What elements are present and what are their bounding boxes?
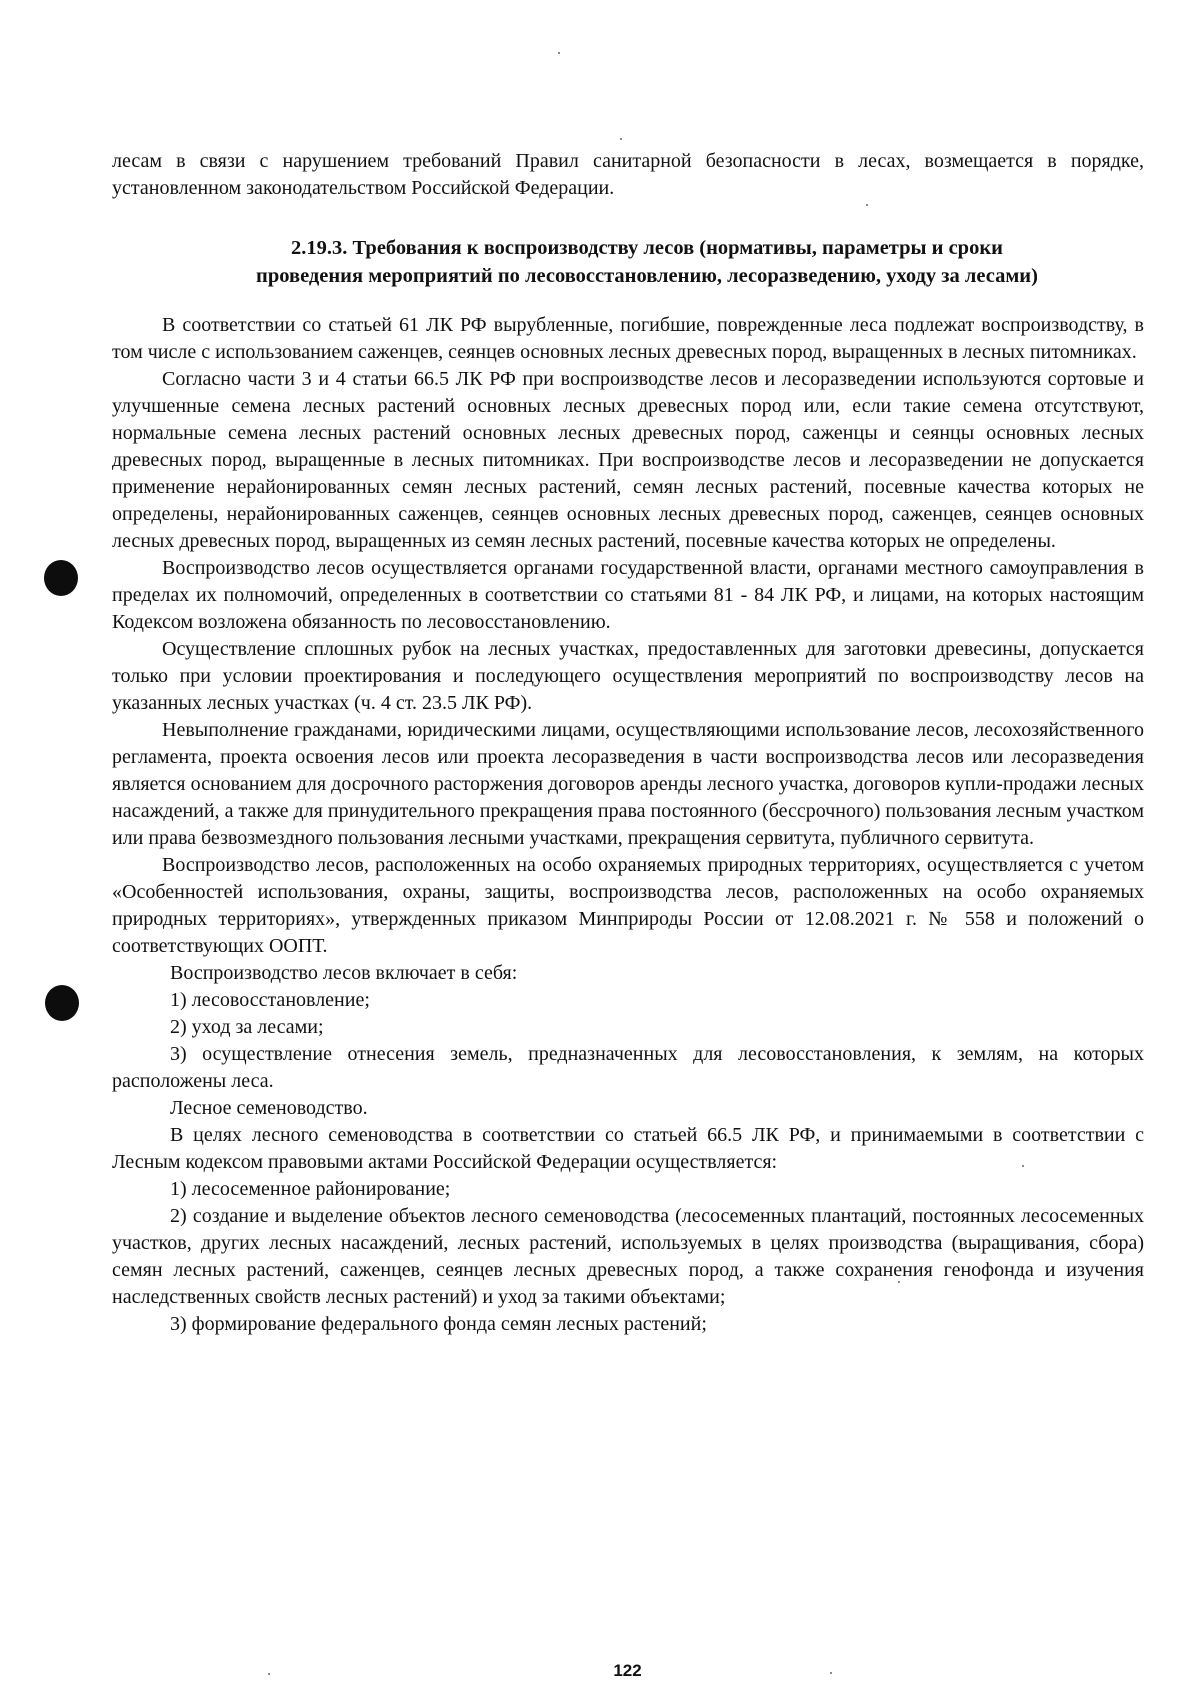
paragraph: Воспроизводство лесов включает в себя:: [170, 962, 518, 984]
list-item: 1) лесовосстановление;: [170, 989, 370, 1011]
paragraph: Осуществление сплошных рубок на лесных участках, предоставленных для заготовки древесины, допускается только при условии проектирования и последующего осуществления мероприятий по воспроизводству лесов на указанных лесных участках (ч. 4 ст. 23.5 ЛК РФ).: [112, 638, 1144, 714]
punch-hole-bottom: [45, 985, 79, 1021]
intro-paragraph: лесам в связи с нарушением требований Правил санитарной безопасности в лесах, возмещается в порядке, установленном законодательством Российской Федерации.: [112, 150, 1144, 199]
list-item: 2) уход за лесами;: [170, 1016, 324, 1038]
paragraph: Лесное семеноводство.: [170, 1097, 368, 1119]
list-item: 3) осуществление отнесения земель, предназначенных для лесовосстановления, к землям, на которых расположены леса.: [112, 1043, 1144, 1092]
paragraph: В соответствии со статьей 61 ЛК РФ вырубленные, погибшие, поврежденные леса подлежат воспроизводству, в том числе с использованием саженцев, сеянцев основных лесных древесных пород, выращенных в лесных питомниках.: [112, 314, 1144, 363]
section-heading: [150, 234, 1144, 290]
document-page: [112, 148, 1144, 1338]
scan-speck: [558, 52, 560, 54]
list-item: 1) лесосеменное районирование;: [170, 1178, 451, 1200]
punch-hole-top: [44, 560, 78, 596]
paragraph: Согласно части 3 и 4 статьи 66.5 ЛК РФ при воспроизводстве лесов и лесоразведении используются сортовые и улучшенные семена лесных растений основных лесных древесных пород или, если такие семена отсутствуют, нормальные семена лесных растений основных лесных древесных пород, саженцы и сеянцы основных лесных древесных пород, выращенные в лесных питомниках. При воспроизводстве лесов и лесоразведении не допускается применение нерайонированных семян лесных растений, семян лесных растений, посевные качества которых не определены, нерайонированных саженцев, сеянцев основных лесных древесных пород, саженцев, сеянцев основных лесных древесных пород, выращенных из семян лесных растений, посевные качества которых не определены.: [112, 368, 1144, 552]
section-heading-line-1: 2.19.3. Требования к воспроизводству лесов (нормативы, параметры и сроки: [291, 237, 1003, 259]
list-item: 2) создание и выделение объектов лесного семеноводства (лесосеменных плантаций, постоянных лесосеменных участков, других лесных насаждений, лесных растений, используемых в целях производства (выращивания, сбора) семян лесных растений, саженцев, сеянцев лесных древесных пород, а также сохранения генофонда и изучения наследственных свойств лесных растений) и уход за такими объектами;: [112, 1205, 1144, 1308]
list-item: 3) формирование федерального фонда семян лесных растений;: [170, 1313, 707, 1335]
section-heading-line-2: проведения мероприятий по лесовосстановлению, лесоразведению, уходу за лесами): [256, 265, 1038, 287]
paragraph: Невыполнение гражданами, юридическими лицами, осуществляющими использование лесов, лесохозяйственного регламента, проекта освоения лесов или проекта лесоразведения в части воспроизводства лесов или лесоразведения является основанием для досрочного расторжения договоров аренды лесного участка, договоров купли-продажи лесных насаждений, а также для принудительного прекращения права постоянного (бессрочного) пользования лесным участком или права безвозмездного пользования лесными участками, прекращения сервитута, публичного сервитута.: [112, 719, 1144, 849]
page-number: 122: [613, 1661, 642, 1680]
paragraph: В целях лесного семеноводства в соответствии со статьей 66.5 ЛК РФ, и принимаемыми в соответствии с Лесным кодексом правовыми актами Российской Федерации осуществляется:: [112, 1124, 1144, 1173]
scan-speck: [620, 138, 622, 140]
paragraph: Воспроизводство лесов, расположенных на особо охраняемых природных территориях, осуществляется с учетом «Особенностей использования, охраны, защиты, воспроизводства лесов, расположенных на особо охраняемых природных территориях», утвержденных приказом Минприроды России от 12.08.2021 г. № 558 и положений о соответствующих ООПТ.: [112, 854, 1144, 957]
paragraph: Воспроизводство лесов осуществляется органами государственной власти, органами местного самоуправления в пределах их полномочий, определенных в соответствии со статьями 81 - 84 ЛК РФ, и лицами, на которых настоящим Кодексом возложена обязанность по лесовосстановлению.: [112, 557, 1144, 633]
